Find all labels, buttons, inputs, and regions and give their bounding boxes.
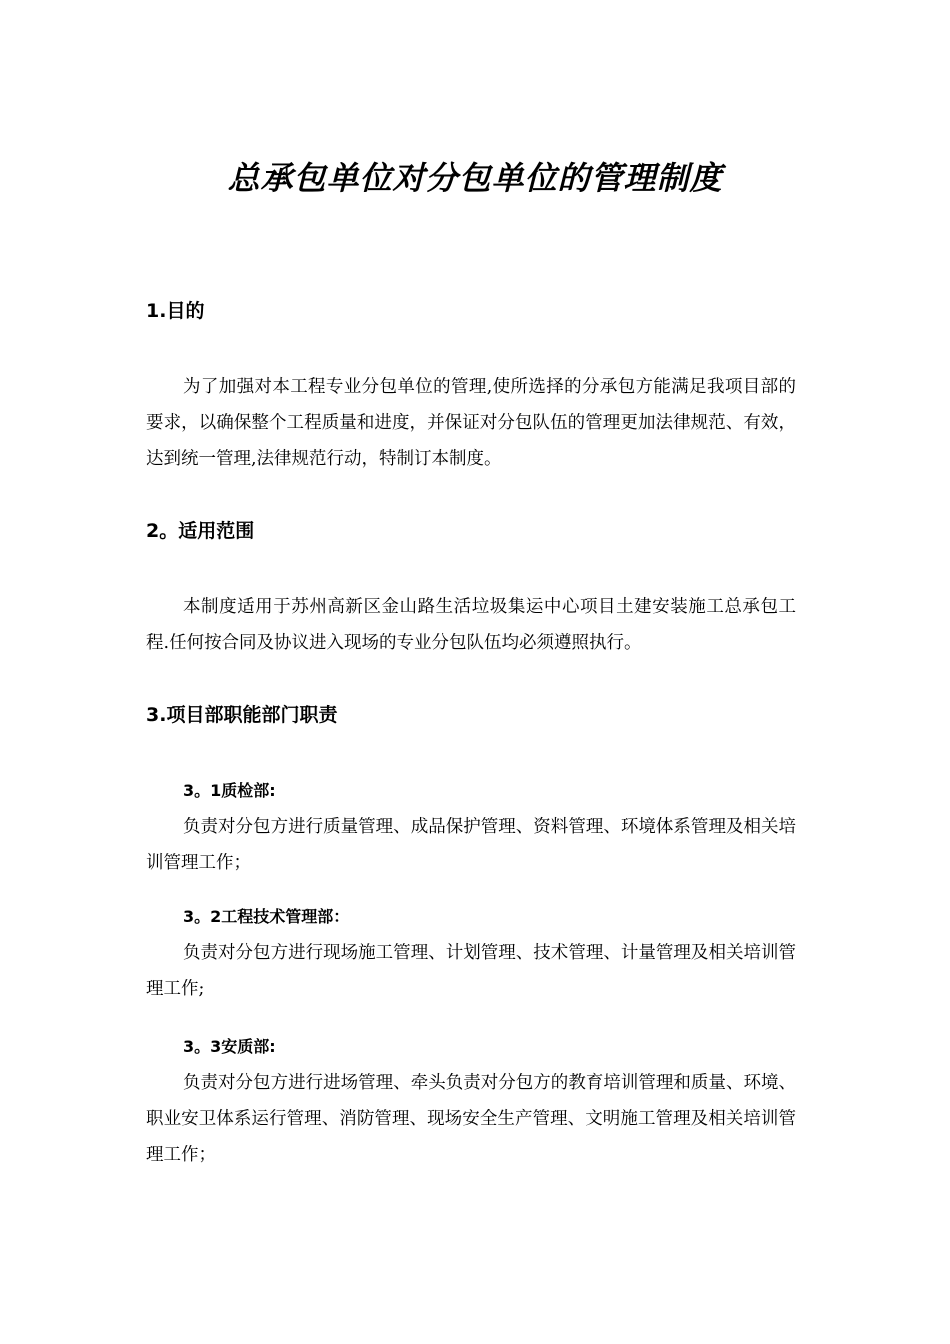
subsection-heading-quality-inspection: 3。1质检部: (183, 781, 276, 800)
subsection-heading-safety-quality: 3。3安质部: (183, 1037, 276, 1056)
subsection-paragraph-safety-quality: 负责对分包方进行进场管理、牵头负责对分包方的教育培训管理和质量、环境、职业安卫体系运行管理、消防管理、现场安全生产管理、文明施工管理及相关培训管理工作； (146, 1073, 796, 1165)
document-title: 总承包单位对分包单位的管理制度 (227, 159, 723, 197)
section-paragraph-purpose: 为了加强对本工程专业分包单位的管理,使所选择的分承包方能满足我项目部的要求，以确保整个工程质量和进度，并保证对分包队伍的管理更加法律规范、有效，达到统一管理,法律规范行动，特制订本制度。 (146, 377, 796, 469)
subsection-paragraph-engineering-tech: 负责对分包方进行现场施工管理、计划管理、技术管理、计量管理及相关培训管理工作; (146, 943, 796, 999)
subsection-paragraph-quality-inspection: 负责对分包方进行质量管理、成品保护管理、资料管理、环境体系管理及相关培训管理工作； (146, 817, 796, 873)
section-heading-purpose: 1.目的 (146, 300, 205, 322)
section-heading-scope: 2。适用范围 (146, 520, 255, 542)
section-paragraph-scope: 本制度适用于苏州高新区金山路生活垃圾集运中心项目土建安装施工总承包工程.任何按合同及协议进入现场的专业分包队伍均必须遵照执行。 (146, 597, 796, 653)
section-heading-responsibilities: 3.项目部职能部门职责 (146, 704, 338, 726)
subsection-heading-engineering-tech: 3。2工程技术管理部： (183, 907, 350, 926)
